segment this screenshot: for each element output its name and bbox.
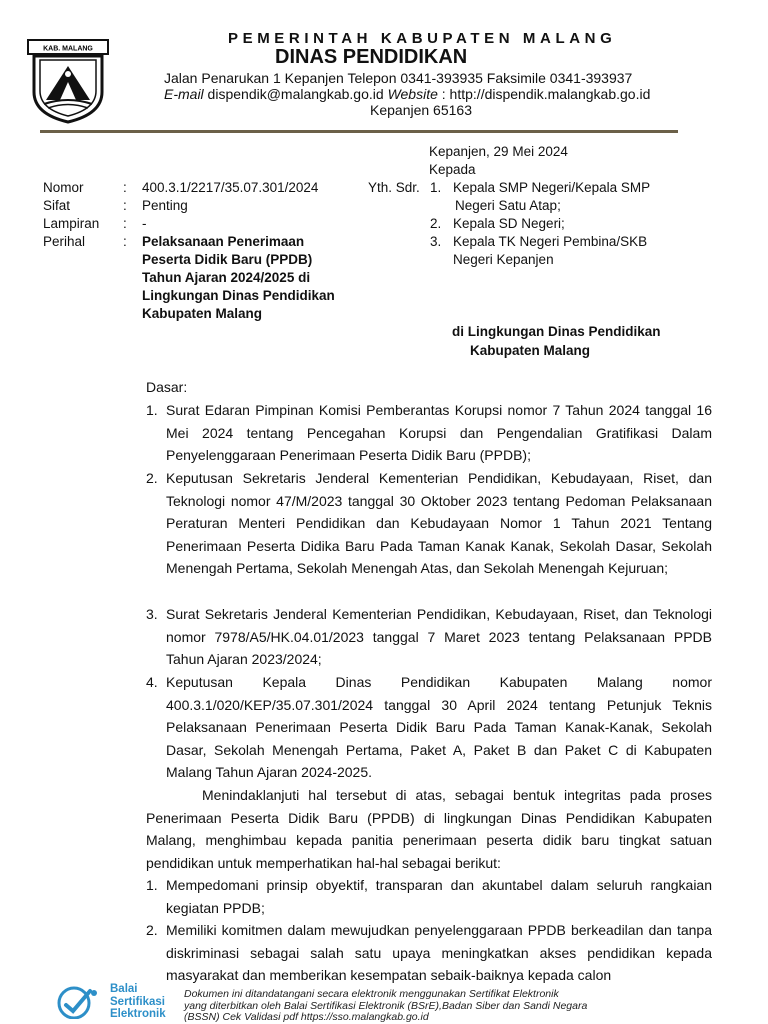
dasar-item (146, 603, 712, 671)
kepada-label: Kepada (429, 162, 476, 177)
meta-nomor-sep: : (123, 180, 127, 195)
letter-date: Kepanjen, 29 Mei 2024 (429, 144, 568, 159)
point-item-number: 1. (146, 877, 158, 893)
meta-perihal-sep: : (123, 234, 127, 249)
recipient-3 (453, 233, 647, 269)
letterhead-divider (40, 130, 678, 133)
dasar-item-text: Surat Sekretaris Jenderal Kementerian Pendidikan, Kebudayaan, Riset, dan Teknologi nomor 7978/A5/HK.04.01/2023 tanggal 7 Maret 2023 tentang Pelaksanaan PPDB Tahun Ajaran 2023/2024; (166, 606, 712, 667)
point-item (146, 919, 712, 987)
regency-emblem-logo (26, 38, 110, 124)
letterhead-contact (164, 86, 650, 102)
bsre-logo-icon (56, 985, 104, 1019)
footer-note-line: yang diterbitkan oleh Balai Sertifikasi Elektronik (BSrE),Badan Siber dan Sandi Negara (184, 999, 588, 1012)
recipient-line: Negeri Satu Atap; (455, 198, 561, 213)
meta-perihal-label: Perihal (43, 234, 86, 249)
bsre-line: Sertifikasi (110, 995, 165, 1008)
perihal-line: Pelaksanaan Penerimaan (142, 234, 305, 249)
letterhead-government: PEMERINTAH KABUPATEN MALANG (228, 30, 617, 47)
recipient-1 (453, 179, 650, 215)
perihal-line: Peserta Didik Baru (PPDB) (142, 252, 313, 267)
meta-lampiran-label: Lampiran (43, 216, 100, 231)
recipient-num-2: 2. (430, 216, 442, 231)
recipient-prefix: Yth. Sdr. (368, 180, 420, 195)
dasar-item-text: Surat Edaran Pimpinan Komisi Pemberantas Korupsi nomor 7 Tahun 2024 tanggal 16 Mei 2024 tentang Pencegahan Korupsi dan Pengendalian Gratifikasi Dalam Penyelenggaraan Penerimaan Peserta Didik Baru (PPDB); (166, 402, 712, 463)
dasar-item (146, 671, 712, 784)
meta-sifat-value: Penting (142, 198, 188, 213)
footer-note-line: (BSSN) Cek Validasi pdf https://sso.malangkab.go.id (184, 1011, 429, 1023)
bsre-line: Balai (110, 983, 138, 995)
letterhead-city: Kepanjen 65163 (370, 102, 472, 118)
recipient-location-1: di Lingkungan Dinas Pendidikan (452, 324, 661, 339)
dasar-item (146, 467, 712, 580)
body-paragraph: Menindaklanjuti hal tersebut di atas, sebagai bentuk integritas pada proses Penerimaan Peserta Didik Baru (PPDB) di lingkungan Dinas Pendidikan Kabupaten Malang, menghimbau kepada panitia penerimaan peserta didik baru tingkat satuan pendidikan untuk memperhatikan hal-hal sebagai berikut: (146, 787, 712, 871)
point-item-text: Mempedomani prinsip obyektif, transparan dan akuntabel dalam seluruh rangkaian kegiatan PPDB; (166, 877, 712, 916)
dasar-item-number: 1. (146, 402, 158, 418)
dasar-item (146, 399, 712, 467)
perihal-line: Lingkungan Dinas Pendidikan (142, 288, 335, 303)
meta-nomor-value: 400.3.1/2217/35.07.301/2024 (142, 180, 319, 195)
point-item-number: 2. (146, 922, 158, 938)
perihal-line: Kabupaten Malang (142, 306, 263, 321)
recipient-line: Kepala TK Negeri Pembina/SKB (453, 234, 648, 249)
meta-lampiran-value: - (142, 216, 147, 231)
meta-lampiran-sep: : (123, 216, 127, 231)
recipient-num-3: 3. (430, 234, 442, 249)
letterhead-address: Jalan Penarukan 1 Kepanjen Telepon 0341-393935 Faksimile 0341-393937 (164, 70, 633, 86)
dasar-title: Dasar: (146, 379, 188, 395)
bsre-line: Elektronik (110, 1008, 166, 1020)
website-label: Website (387, 86, 438, 102)
dasar-item-number: 3. (146, 606, 158, 622)
e-signature-note (184, 989, 587, 1024)
letterhead-agency: DINAS PENDIDIKAN (275, 46, 468, 68)
email-value: dispendik@malangkab.go.id (203, 86, 388, 102)
dasar-item-number: 4. (146, 674, 158, 690)
website-value: : http://dispendik.malangkab.go.id (437, 86, 651, 102)
dasar-item-text: Keputusan Kepala Dinas Pendidikan Kabupaten Malang nomor 400.3.1/020/KEP/35.07.301/2024 tanggal 30 April 2024 tentang Petunjuk Teknis Pelaksanaan Penerimaan Peserta Didik Baru Pada Taman Kanak-Kanak, Sekolah Dasar, Sekolah Menengah Pertama, Paket A, Paket B dan Paket C di Kabupaten Malang Tahun Ajaran 2024-2025. (166, 674, 712, 780)
point-item (146, 874, 712, 919)
dasar-item-number: 2. (146, 470, 158, 486)
meta-nomor-label: Nomor (43, 180, 84, 195)
svg-text:KAB. MALANG: KAB. MALANG (43, 45, 93, 53)
email-label: E-mail (164, 86, 204, 102)
footer-note-line: Dokumen ini ditandatangani secara elektronik menggunakan Sertifikat Elektronik (184, 988, 559, 1000)
recipient-location-2: Kabupaten Malang (470, 343, 591, 358)
perihal-line: Tahun Ajaran 2024/2025 di (142, 270, 311, 285)
meta-perihal-value (142, 233, 335, 323)
meta-sifat-sep: : (123, 198, 127, 213)
bsre-logo-text (110, 983, 166, 1021)
recipient-line: Kepala SMP Negeri/Kepala SMP (453, 180, 651, 195)
point-item-text: Memiliki komitmen dalam mewujudkan penyelenggaraan PPDB berkeadilan dan tanpa diskriminasi sebagai salah satu upaya meningkatkan akses pendidikan kepada masyarakat dan memberikan kesempatan sebaik-baiknya kepada calon (166, 922, 712, 983)
recipient-line: Negeri Kepanjen (453, 252, 554, 267)
recipient-2: Kepala SD Negeri; (453, 216, 565, 231)
dasar-item-text: Keputusan Sekretaris Jenderal Kementerian Pendidikan, Kebudayaan, Riset, dan Teknologi nomor 47/M/2023 tanggal 30 Oktober 2023 tentang Pedoman Pelaksanaan Peraturan Menteri Pendidikan dan Kebudayaan Nomor 1 Tahun 2021 Tentang Penerimaan Peserta Didika Baru Pada Taman Kanak Kanak, Sekolah Dasar, Sekolah Menengah Pertama, Sekolah Menengah Atas, dan Sekolah Menengah Kejuruan; (166, 470, 712, 576)
meta-sifat-label: Sifat (43, 198, 71, 213)
recipient-num-1: 1. (430, 180, 442, 195)
